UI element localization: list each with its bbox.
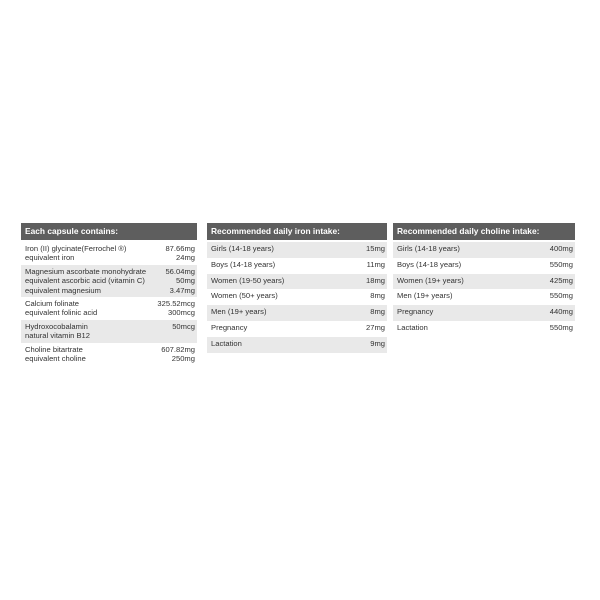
intake-amount: 550mg [549,291,573,301]
intake-row [393,305,575,321]
iron-intake-panel [207,223,387,353]
ingredient-label: equivalent iron [25,253,75,263]
ingredient-label: Calcium folinate [25,299,80,309]
intake-amount: 550mg [549,259,573,269]
iron-intake-list [207,242,387,353]
ingredient-amount: 325.52mcg [157,299,195,309]
capsule-contents-panel [21,223,197,365]
ingredient-amount: 250mg [171,354,195,364]
ingredient-row [21,297,197,320]
intake-row [393,289,575,305]
intake-row [207,337,387,353]
intake-group: Men (19+ years) [211,307,267,317]
intake-amount: 8mg [370,291,385,301]
intake-row [207,258,387,274]
intake-amount: 27mg [366,322,385,332]
intake-amount: 18mg [366,275,385,285]
choline-intake-list [393,242,575,337]
ingredient-amount: 87.66mg [165,244,195,253]
intake-amount: 9mg [370,338,385,348]
intake-amount: 440mg [549,307,573,317]
capsule-contents-list [21,242,197,365]
ingredient-label: Iron (II) glycinate(Ferrochel ®) [25,244,127,253]
intake-group: Girls (14-18 years) [397,244,460,253]
intake-row [393,242,575,258]
ingredient-row [21,320,197,343]
ingredient-label: Magnesium ascorbate monohydrate [25,266,147,276]
ingredient-row [21,242,197,265]
intake-group: Lactation [397,322,428,332]
intake-row [207,289,387,305]
ingredient-amount: 24mg [176,253,195,263]
iron-intake-heading: Recommended daily iron intake: [207,223,387,240]
intake-group: Pregnancy [397,307,434,317]
intake-row [207,274,387,290]
ingredient-label: equivalent folinic acid [25,308,98,318]
intake-group: Boys (14-18 years) [397,259,462,269]
intake-amount: 550mg [549,322,573,332]
ingredient-label: Hydroxocobalamin [25,321,88,331]
intake-group: Women (19-50 years) [211,275,285,285]
intake-row [393,274,575,290]
ingredient-amount: 3.47mg [169,285,195,295]
ingredient-label: equivalent magnesium [25,285,101,295]
ingredient-label: equivalent ascorbic acid (vitamin C) [25,276,145,286]
intake-group: Girls (14-18 years) [211,244,274,253]
intake-amount: 15mg [366,244,385,253]
intake-amount: 11mg [366,259,385,269]
intake-row [393,258,575,274]
ingredient-label: natural vitamin B12 [25,331,91,341]
ingredient-amount: 300mcg [167,308,195,318]
ingredient-row [21,265,197,297]
intake-group: Men (19+ years) [397,291,453,301]
intake-row [207,305,387,321]
ingredient-amount: 56.04mg [165,266,195,276]
choline-intake-heading: Recommended daily choline intake: [393,223,575,240]
intake-amount: 400mg [549,244,573,253]
intake-amount: 8mg [370,307,385,317]
ingredient-row [21,343,197,366]
intake-group: Women (50+ years) [211,291,278,301]
ingredient-amount: 607.82mg [161,344,195,354]
choline-intake-panel [393,223,575,337]
intake-group: Pregnancy [211,322,248,332]
intake-row [393,321,575,337]
ingredient-label: Choline bitartrate [25,344,83,354]
ingredient-amount: 50mg [176,276,195,286]
intake-group: Boys (14-18 years) [211,259,276,269]
ingredient-label: equivalent choline [25,354,86,364]
intake-group: Women (19+ years) [397,275,464,285]
intake-row [207,242,387,258]
intake-amount: 425mg [549,275,573,285]
capsule-contents-heading: Each capsule contains: [21,223,197,240]
intake-row [207,321,387,337]
ingredient-amount: 50mcg [172,321,195,331]
intake-group: Lactation [211,338,242,348]
